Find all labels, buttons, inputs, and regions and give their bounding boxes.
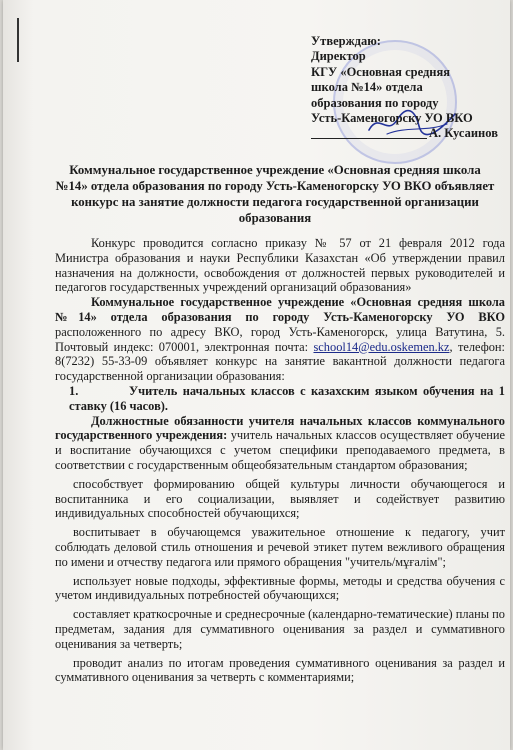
duties-heading: Должностные обязанности учителя начальных классов коммунального государственного учреждения: bbox=[55, 413, 505, 443]
approval-line: Директор bbox=[311, 49, 366, 64]
duty-item: использует новые подходы, эффективные формы, методы и средства обучения с учетом индивидуальных потребностей обучающихся; bbox=[55, 573, 505, 603]
vacancy-title: Учитель начальных классов с казахским языком обучения на 1 ставку (16 часов). bbox=[69, 383, 505, 413]
duties-text: учитель начальных классов осуществляет обучение и воспитание обучающихся с учетом специфики преподаваемого предмета, в соответствии с государственным общеобязательным стандартом образования; bbox=[55, 428, 505, 472]
duties-paragraph bbox=[55, 414, 505, 473]
paragraph-order-reference: Конкурс проводится согласно приказу № 57 от 21 февраля 2012 года Министра образования и науки Республики Казахстан «Об утверждении правил назначения на должности, освобождения от должностей первых руководителей и педагогов государственных учреждений организаций образования» bbox=[55, 236, 505, 295]
approval-line: Утверждаю: bbox=[311, 34, 381, 48]
duty-item: воспитывает в обучающемся уважительное отношение к педагогу, учит соблюдать деловой стиль отношения и речевой этикет путем вежливого обращения по имени и отчеству педагога или прямого обращения "учитель/мұғалім"; bbox=[55, 525, 505, 569]
organization-name: Коммунальное государственное учреждение «Основная средняя школа №14» отдела образования по городу Усть-Каменогорску УО ВКО bbox=[55, 295, 505, 324]
document-page bbox=[3, 0, 510, 750]
duty-item: проводит анализ по итогам проведения суммативного оценивания за раздел и суммативного оценивания за четверть с комментариями; bbox=[55, 655, 505, 685]
approval-line: КГУ «Основная средняя bbox=[311, 64, 451, 79]
signatory-name: А. Кусаинов bbox=[429, 126, 498, 141]
address-text: расположенного по адресу ВКО, город Усть-Каменогорск, улица Ватутина, 5. Почтовый индекс: 070001, электронная почта: bbox=[55, 324, 505, 354]
signature-line bbox=[311, 138, 427, 139]
duty-item: способствует формированию общей культуры личности обучающегося и воспитанника и его социализации, выявляет и содействует развитию индивидуальных способностей обучающихся; bbox=[55, 476, 505, 521]
document-body bbox=[55, 236, 505, 685]
phone-text: , телефон: 8(7232) 55-33-09 объявляет конкурс на занятие вакантной должности педагога государственной организации образования: bbox=[55, 339, 505, 384]
duty-item: составляет краткосрочные и среднесрочные (календарно-тематические) планы по предметам, задания для суммативного оценивания за раздел и суммативного оценивания за четверть; bbox=[55, 607, 505, 651]
approval-line: образования по городу bbox=[311, 95, 439, 110]
approval-block bbox=[311, 34, 511, 141]
document-title: Коммунальное государственное учреждение «Основная средняя школа №14» отдела образования по городу Усть-Каменогорску УО ВКО объявляет конкурс на занятие должности педагога государственной организации образования bbox=[55, 163, 495, 225]
margin-mark bbox=[17, 18, 19, 62]
item-number: 1. bbox=[69, 383, 79, 398]
email-link[interactable]: school14@edu.oskemen.kz bbox=[313, 339, 450, 354]
paragraph-announcement bbox=[55, 295, 505, 384]
vacancy-item bbox=[55, 384, 505, 414]
signature-row bbox=[311, 126, 511, 141]
approval-line: школа №14» отдела bbox=[311, 80, 423, 95]
approval-line: Усть-Каменогорску УО ВКО bbox=[311, 111, 473, 126]
